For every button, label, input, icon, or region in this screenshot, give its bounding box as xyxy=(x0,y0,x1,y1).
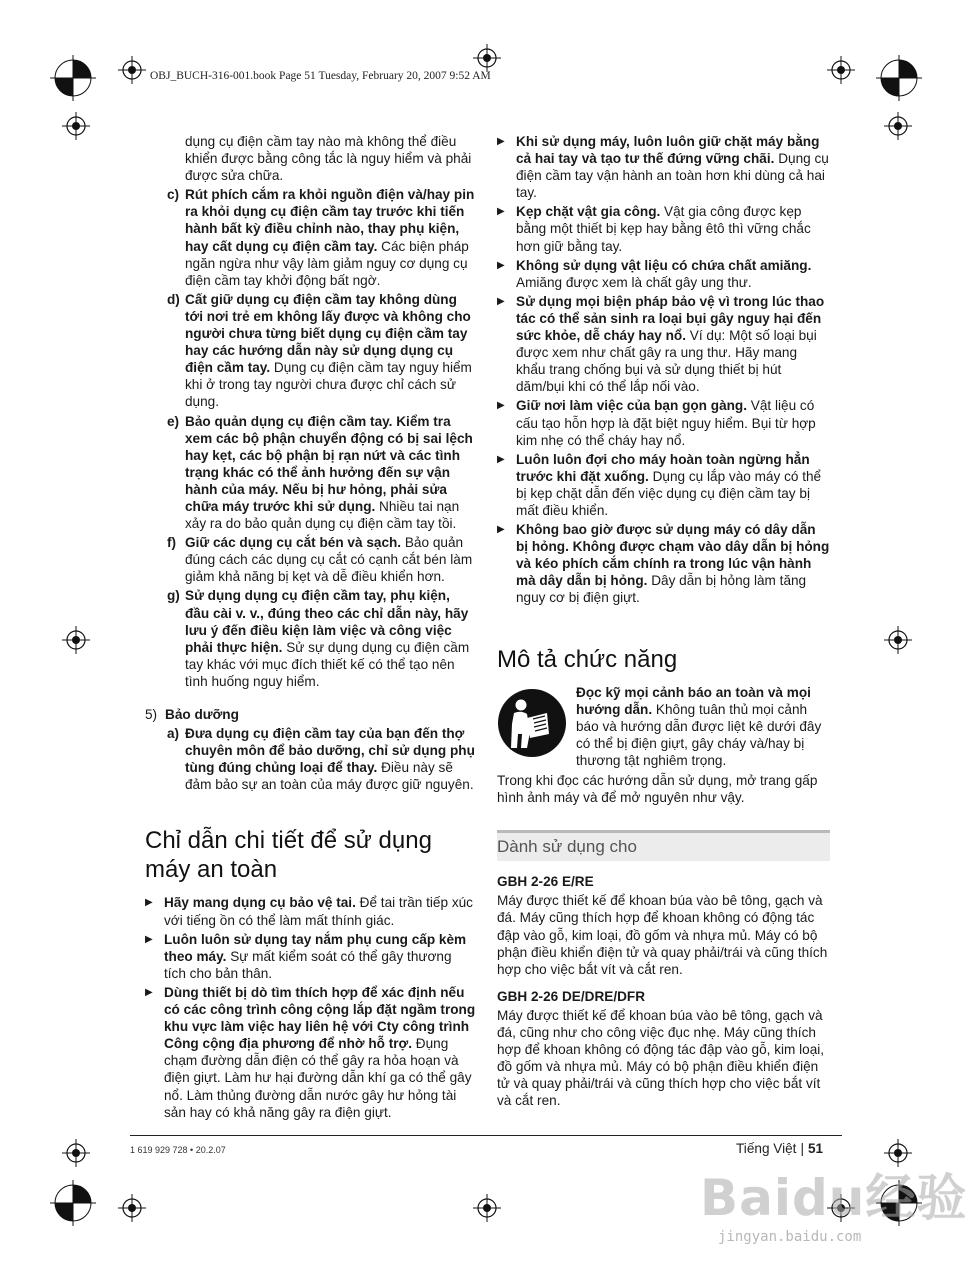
safety-bold-text: Đọc kỹ mọi cảnh báo an toàn và mọi hướng dẫn. xyxy=(576,684,811,717)
watermark-logo: Baidu经验 xyxy=(700,1169,968,1227)
section-5-heading xyxy=(145,706,477,723)
item-bold-text: Cất giữ dụng cụ điện cầm tay không dùng tới nơi trẻ em không lấy được và không cho người chưa từng biết dụng cụ điện cầm tay hay các hướng dẫn này sử dụng dụng cụ điện cầm tay. xyxy=(185,291,471,376)
left-column xyxy=(145,133,477,1123)
model-name: GBH 2-26 E/RE xyxy=(497,874,594,890)
section-title: Bảo dưỡng xyxy=(165,707,239,722)
bullet-item xyxy=(497,397,830,448)
bullet-item xyxy=(145,894,477,928)
crosshair-mark-icon xyxy=(62,112,90,140)
crosshair-mark-icon xyxy=(62,1139,90,1167)
bullet-text: Đụng chạm đường dẫn điện có thể gây ra hỏa hoạn và điện giựt. Làm hư hại đường dẫn khí ga có thể gây nổ. Làm thủng đường dẫn nước gây hư hỏng tài sản hay có khả năng gây ra điện giựt. xyxy=(164,1036,472,1120)
list-item xyxy=(145,587,477,690)
item-text: Dụng cụ điện cầm tay nguy hiểm khi ở trong tay người chưa được chỉ cách sử dụng. xyxy=(185,360,472,410)
list-item xyxy=(145,186,477,289)
crosshair-mark-icon xyxy=(62,626,90,654)
book-header: OBJ_BUCH-316-001.book Page 51 Tuesday, February 20, 2007 9:52 AM xyxy=(150,70,491,82)
item-bold-text: Bảo quản dụng cụ điện cầm tay. Kiểm tra xem các bộ phận chuyển động có bị sai lệch hay kẹt, các bộ phận bị rạn nứt và các tình trạng khác có thể ảnh hưởng đến sự vận hành của máy. Nếu bị hư hỏng, phải sửa chữa máy trước khi sử dụng. xyxy=(185,413,473,514)
list-item xyxy=(145,725,477,793)
right-column xyxy=(497,133,830,1114)
triangle-right-icon: ▶ xyxy=(145,897,153,909)
item-text: Sử sự dụng dụng cụ điện cầm tay khác với mục đích thiết kế có thể tạo nên tình huống nguy hiểm. xyxy=(185,639,470,689)
crosshair-mark-icon xyxy=(118,1194,146,1222)
triangle-right-icon: ▶ xyxy=(497,295,505,307)
list-item xyxy=(145,413,477,533)
footer-separator: | xyxy=(800,1141,804,1156)
bullet-text: Vật gia công được kẹp bằng một thiết bị kẹp hay bằng êtô thì vững chắc hơn giữ bằng tay. xyxy=(516,204,811,254)
footer-divider xyxy=(130,1135,842,1136)
triangle-right-icon: ▶ xyxy=(497,259,505,271)
bullet-item xyxy=(497,293,830,396)
crosshair-mark-icon xyxy=(473,1194,501,1222)
footer-language: Tiếng Việt xyxy=(736,1141,797,1156)
subsection-heading-intended-use: Dành sử dụng cho xyxy=(497,830,830,861)
bullet-bold-text: Luôn luôn đợi cho máy hoàn toàn ngừng hẳn trước khi đặt xuống. xyxy=(516,451,810,484)
item-label: a) xyxy=(167,726,180,742)
bullet-item xyxy=(145,984,477,1121)
list-item xyxy=(145,534,477,585)
triangle-right-icon: ▶ xyxy=(497,524,505,536)
bullet-item xyxy=(497,257,830,291)
crosshair-mark-icon xyxy=(884,626,912,654)
model-description: Máy được thiết kế để khoan búa vào bê tông, gạch và đá, cũng như cho công việc đục nhẹ. Máy cũng thích hợp để khoan không có động tác đập vào gỗ, kim loại, đồ gốm và nhựa mủ. Máy có bộ phận điều khiển điện tử và quay phải/trái và cũng thích hợp cho việc bắt vít và cắt ren. xyxy=(497,1007,825,1109)
bullet-bold-text: Sử dụng mọi biện pháp bảo vệ vì trong lúc thao tác có thể sản sinh ra loại bụi gây nguy hại đến sức khỏe, dễ cháy hay nổ. xyxy=(516,293,825,344)
crosshair-mark-icon xyxy=(884,112,912,140)
registration-mark-icon xyxy=(876,55,922,101)
item-b-continuation: dụng cụ điện cầm tay nào mà không thể điều khiển được bằng công tắc là nguy hiểm và phải được sửa chữa. xyxy=(185,134,472,184)
section-heading-safety: Chỉ dẫn chi tiết để sử dụng máy an toàn xyxy=(145,827,432,884)
bullet-bold-text: Khi sử dụng máy, luôn luôn giữ chặt máy bằng cả hai tay và tạo tư thế đứng vững chãi. xyxy=(516,134,820,167)
bullet-bold-text: Không bao giờ được sử dụng máy có dây dẫn bị hỏng. Không được chạm vào dây dẫn bị hỏng và kéo phích cắm chính ra trong lúc vận hành mà dây dẫn bị hỏng. xyxy=(516,522,830,589)
crosshair-mark-icon xyxy=(118,56,146,84)
item-bold-text: Đưa dụng cụ điện cầm tay của bạn đến thợ chuyên môn để bảo dưỡng, chỉ sử dụng phụ tùng đúng chủng loại để thay. xyxy=(185,726,475,776)
item-label: f) xyxy=(167,535,177,551)
item-bold-text: Rút phích cắm ra khỏi nguồn điện và/hay pin ra khỏi dụng cụ điện cầm tay trước khi tiến hành bất kỳ điều chỉnh nào, thay phụ kiện, hay cất dụng cụ điện cầm tay. xyxy=(185,187,475,254)
bullet-text: Ví dụ: Một số loại bụi được xem như chất gây ra ung thư. Hãy mang khẩu trang chống bụi và sử dụng thiết bị hút dăm/bụi khi có thể lắp nối vào. xyxy=(516,328,817,395)
bullet-text: Vật liệu có cấu tạo hỗn hợp là đặt biệt nguy hiểm. Bụi từ hợp kim nhẹ có thể cháy hay nổ. xyxy=(516,398,816,448)
item-text: Điều này sẽ đảm bảo sự an toàn của máy được giữ nguyên. xyxy=(185,760,474,793)
bullet-bold-text: Không sử dụng vật liệu có chứa chất amiăng. xyxy=(516,257,812,273)
section-heading-function: Mô tả chức năng xyxy=(497,645,678,673)
item-text: Nhiều tai nạn xảy ra do bảo quản dụng cụ điện cầm tay tồi. xyxy=(185,498,460,532)
bullet-text: Dụng cụ lắp vào máy có thể bị kẹp chặt dẫn đến việc dụng cụ điện cầm tay bị mất điều khiển. xyxy=(516,468,822,518)
safety-notice xyxy=(497,684,830,769)
bullet-bold-text: Giữ nơi làm việc của bạn gọn gàng. xyxy=(516,398,748,414)
bullet-text: Để tai trần tiếp xúc với tiếng ồn có thể làm mất thính giác. xyxy=(164,895,473,928)
triangle-right-icon: ▶ xyxy=(497,453,505,465)
triangle-right-icon: ▶ xyxy=(497,136,505,147)
bullet-item xyxy=(497,133,830,201)
crosshair-mark-icon xyxy=(473,44,501,72)
bullet-text: Dụng cụ điện cầm tay vận hành an toàn hơn khi dùng cả hai tay. xyxy=(516,151,829,201)
item-label: e) xyxy=(167,413,180,429)
model-description: Máy được thiết kế để khoan búa vào bê tông, gạch và đá. Máy cũng thích hợp để khoan không có động tác đập vào gỗ, kim loại, đồ gốm và nhựa mủ. Máy có bộ phận điều khiển điện tử và quay phải/trái và cũng thích hợp cho việc bắt vít và cắt ren. xyxy=(497,893,828,977)
bullet-item xyxy=(497,203,830,254)
bullet-item xyxy=(497,451,830,519)
item-bold-text: Sử dụng dụng cụ điện cầm tay, phụ kiện, đầu cài v. v., đúng theo các chỉ dẫn này, hãy lưu ý đến điều kiện làm việc và công việc phải thực hiện. xyxy=(185,588,469,655)
triangle-right-icon: ▶ xyxy=(145,986,153,998)
bullet-bold-text: Luôn luôn sử dụng tay nắm phụ cung cấp kèm theo máy. xyxy=(164,931,467,964)
bullet-bold-text: Hãy mang dụng cụ bảo vệ tai. xyxy=(164,895,356,911)
bullet-item xyxy=(497,521,830,606)
item-label: d) xyxy=(167,291,180,307)
watermark-url: jingyan.baidu.com xyxy=(718,1229,862,1245)
bullet-item xyxy=(145,931,477,982)
safety-text: Không tuân thủ mọi cảnh báo và hướng dẫn được liệt kê dưới đây có thể bị điện giựt, gây cháy và/hay bị thương tật nghiêm trọng. xyxy=(576,701,822,768)
triangle-right-icon: ▶ xyxy=(497,206,505,218)
item-text: Các biện pháp ngăn ngừa như vậy làm giảm nguy cơ dụng cụ điện cầm tay khởi động bất ngờ. xyxy=(185,238,469,288)
crosshair-mark-icon xyxy=(827,56,855,84)
bullet-text: Dây dẫn bị hỏng làm tăng nguy cơ bị điện giựt. xyxy=(516,573,807,606)
function-paragraph: Trong khi đọc các hướng dẫn sử dụng, mở trang gấp hình ảnh máy và để mở nguyên như vậy. xyxy=(497,773,818,806)
bullet-bold-text: Kẹp chặt vật gia công. xyxy=(516,204,661,220)
footer-page-info xyxy=(736,1141,823,1156)
bullet-text: Sự mất kiểm soát có thể gây thương tích cho bản thân. xyxy=(164,948,452,981)
bullet-bold-text: Dùng thiết bị dò tìm thích hợp để xác định nếu có các công trình công cộng lắp đặt ngầm trong khu vực làm việc hay liên hệ với Cty công trình Công cộng địa phương để nhờ hỗ trợ. xyxy=(164,984,476,1052)
triangle-right-icon: ▶ xyxy=(145,933,153,945)
registration-mark-icon xyxy=(50,1180,96,1226)
registration-mark-icon xyxy=(50,55,96,101)
section-number: 5) xyxy=(145,707,158,722)
item-label: g) xyxy=(167,588,180,604)
item-bold-text: Giữ các dụng cụ cắt bén và sạch. xyxy=(185,535,402,551)
page-number: 51 xyxy=(808,1141,824,1156)
triangle-right-icon: ▶ xyxy=(497,400,505,412)
bullet-text: Amiăng được xem là chất gây ung thư. xyxy=(516,274,752,290)
footer-doc-number: 1 619 929 728 • 20.2.07 xyxy=(130,1145,226,1155)
item-label: c) xyxy=(167,187,180,203)
read-manual-icon xyxy=(497,688,567,758)
list-item xyxy=(145,291,477,411)
model-name: GBH 2-26 DE/DRE/DFR xyxy=(497,988,646,1004)
item-text: Bảo quản đúng cách các dụng cụ cắt có cạnh cắt bén làm giảm khả năng bị kẹt và dễ điều khiển hơn. xyxy=(185,535,473,585)
